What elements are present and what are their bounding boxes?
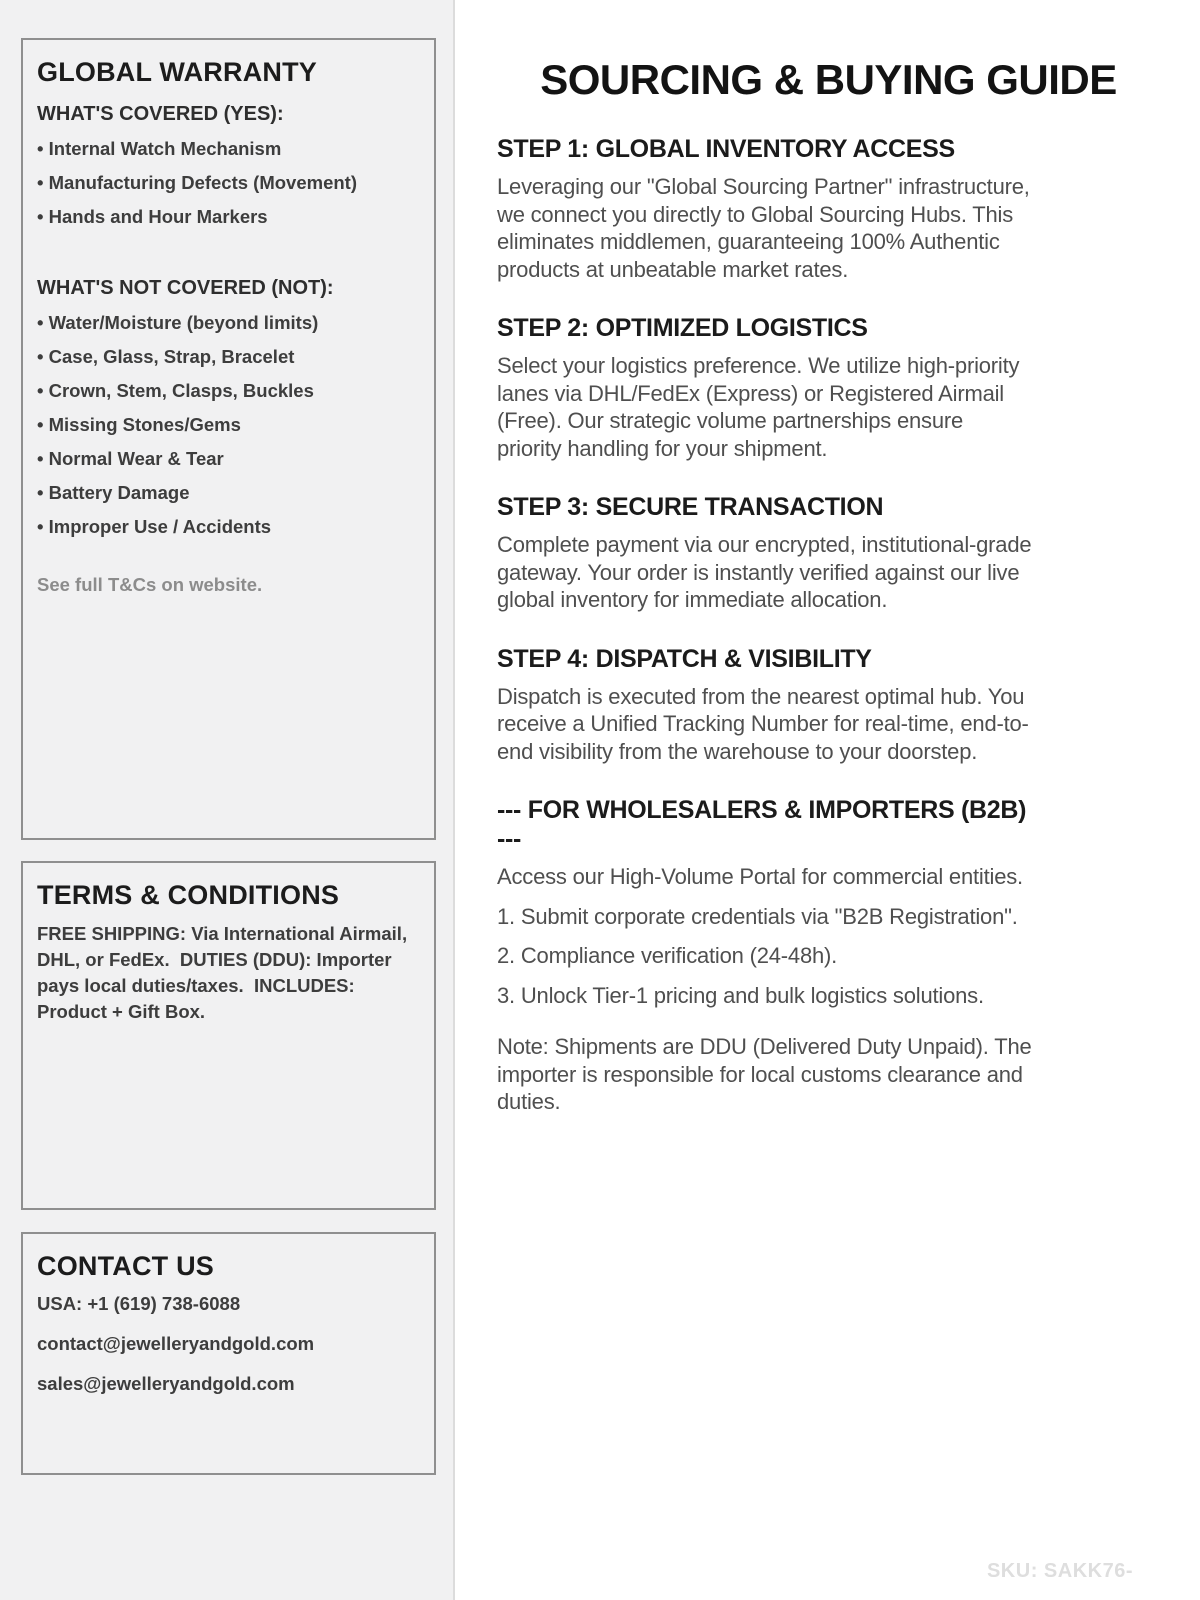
list-item: • Manufacturing Defects (Movement) [37,172,420,194]
list-item: • Case, Glass, Strap, Bracelet [37,346,420,368]
guide-section [457,0,1200,1600]
contact-title: CONTACT US [37,1251,214,1281]
b2b-item-2: 2. Compliance verification (24-48h). [497,943,838,968]
list-item: • Water/Moisture (beyond limits) [37,312,420,334]
sku-label: SKU: SAKK76- [986,1560,1133,1582]
ddu-note: Note: Shipments are DDU (Delivered Duty Unpaid). The importer is responsible for local customs clearance and duties. [497,1034,1032,1114]
warranty-title: GLOBAL WARRANTY [37,57,317,87]
step-2-heading: STEP 2: OPTIMIZED LOGISTICS [497,314,868,342]
step-1-heading: STEP 1: GLOBAL INVENTORY ACCESS [497,135,955,163]
b2b-intro: Access our High-Volume Portal for commercial entities. [497,864,1023,889]
page-title: SOURCING & BUYING GUIDE [540,56,1117,103]
b2b-heading: --- FOR WHOLESALERS & IMPORTERS (B2B) --- [497,796,1027,853]
covered-list [37,138,420,228]
terms-body: FREE SHIPPING: Via International Airmail, DHL, or FedEx. DUTIES (DDU): Importer pays local duties/taxes. INCLUDES: Product + Gift Box. [37,923,413,1022]
guide-content [497,135,1032,1116]
list-item: • Missing Stones/Gems [37,414,420,436]
step-4-heading: STEP 4: DISPATCH & VISIBILITY [497,644,872,673]
not-covered-heading: WHAT'S NOT COVERED (NOT): [37,277,334,299]
step-2-body: Select your logistics preference. We utilize high-priority lanes via DHL/FedEx (Express) or Registered Airmail (Free). Our strategic volume partnerships ensure priority handling for your shipment. [497,353,1020,461]
contact-panel [21,1232,436,1475]
contact-phone: USA: +1 (619) 738-6088 [37,1293,241,1314]
b2b-item-3: 3. Unlock Tier-1 pricing and bulk logistics solutions. [497,982,984,1008]
warranty-panel [21,38,436,840]
list-item: • Crown, Stem, Clasps, Buckles [37,380,420,402]
contact-email-sales: sales@jewelleryandgold.com [37,1373,295,1394]
list-item: • Normal Wear & Tear [37,448,420,470]
warranty-footnote: See full T&Cs on website. [37,574,263,595]
terms-panel [21,861,436,1210]
step-4-body: Dispatch is executed from the nearest optimal hub. You receive a Unified Tracking Number for real-time, end-to-end visibility from the warehouse to your doorstep. [497,683,1029,764]
terms-title: TERMS & CONDITIONS [37,880,340,910]
step-3-body: Complete payment via our encrypted, institutional-grade gateway. Your order is instantly verified against our live global inventory for immediate allocation. [497,532,1032,612]
list-item: • Improper Use / Accidents [37,516,420,538]
covered-heading: WHAT'S COVERED (YES): [37,103,284,125]
b2b-item-1: 1. Submit corporate credentials via "B2B Registration". [497,903,1018,929]
step-3-heading: STEP 3: SECURE TRANSACTION [497,493,884,521]
list-item: • Internal Watch Mechanism [37,138,420,160]
list-item: • Battery Damage [37,482,420,504]
sidebar [0,0,455,1600]
not-covered-list [37,312,420,538]
list-item: • Hands and Hour Markers [37,206,420,228]
step-1-body: Leveraging our "Global Sourcing Partner" infrastructure, we connect you directly to Global Sourcing Hubs. This eliminates middlemen, guaranteeing 100% Authentic products at unbeatable market rates. [497,174,1030,282]
contact-email-primary: contact@jewelleryandgold.com [37,1333,315,1354]
